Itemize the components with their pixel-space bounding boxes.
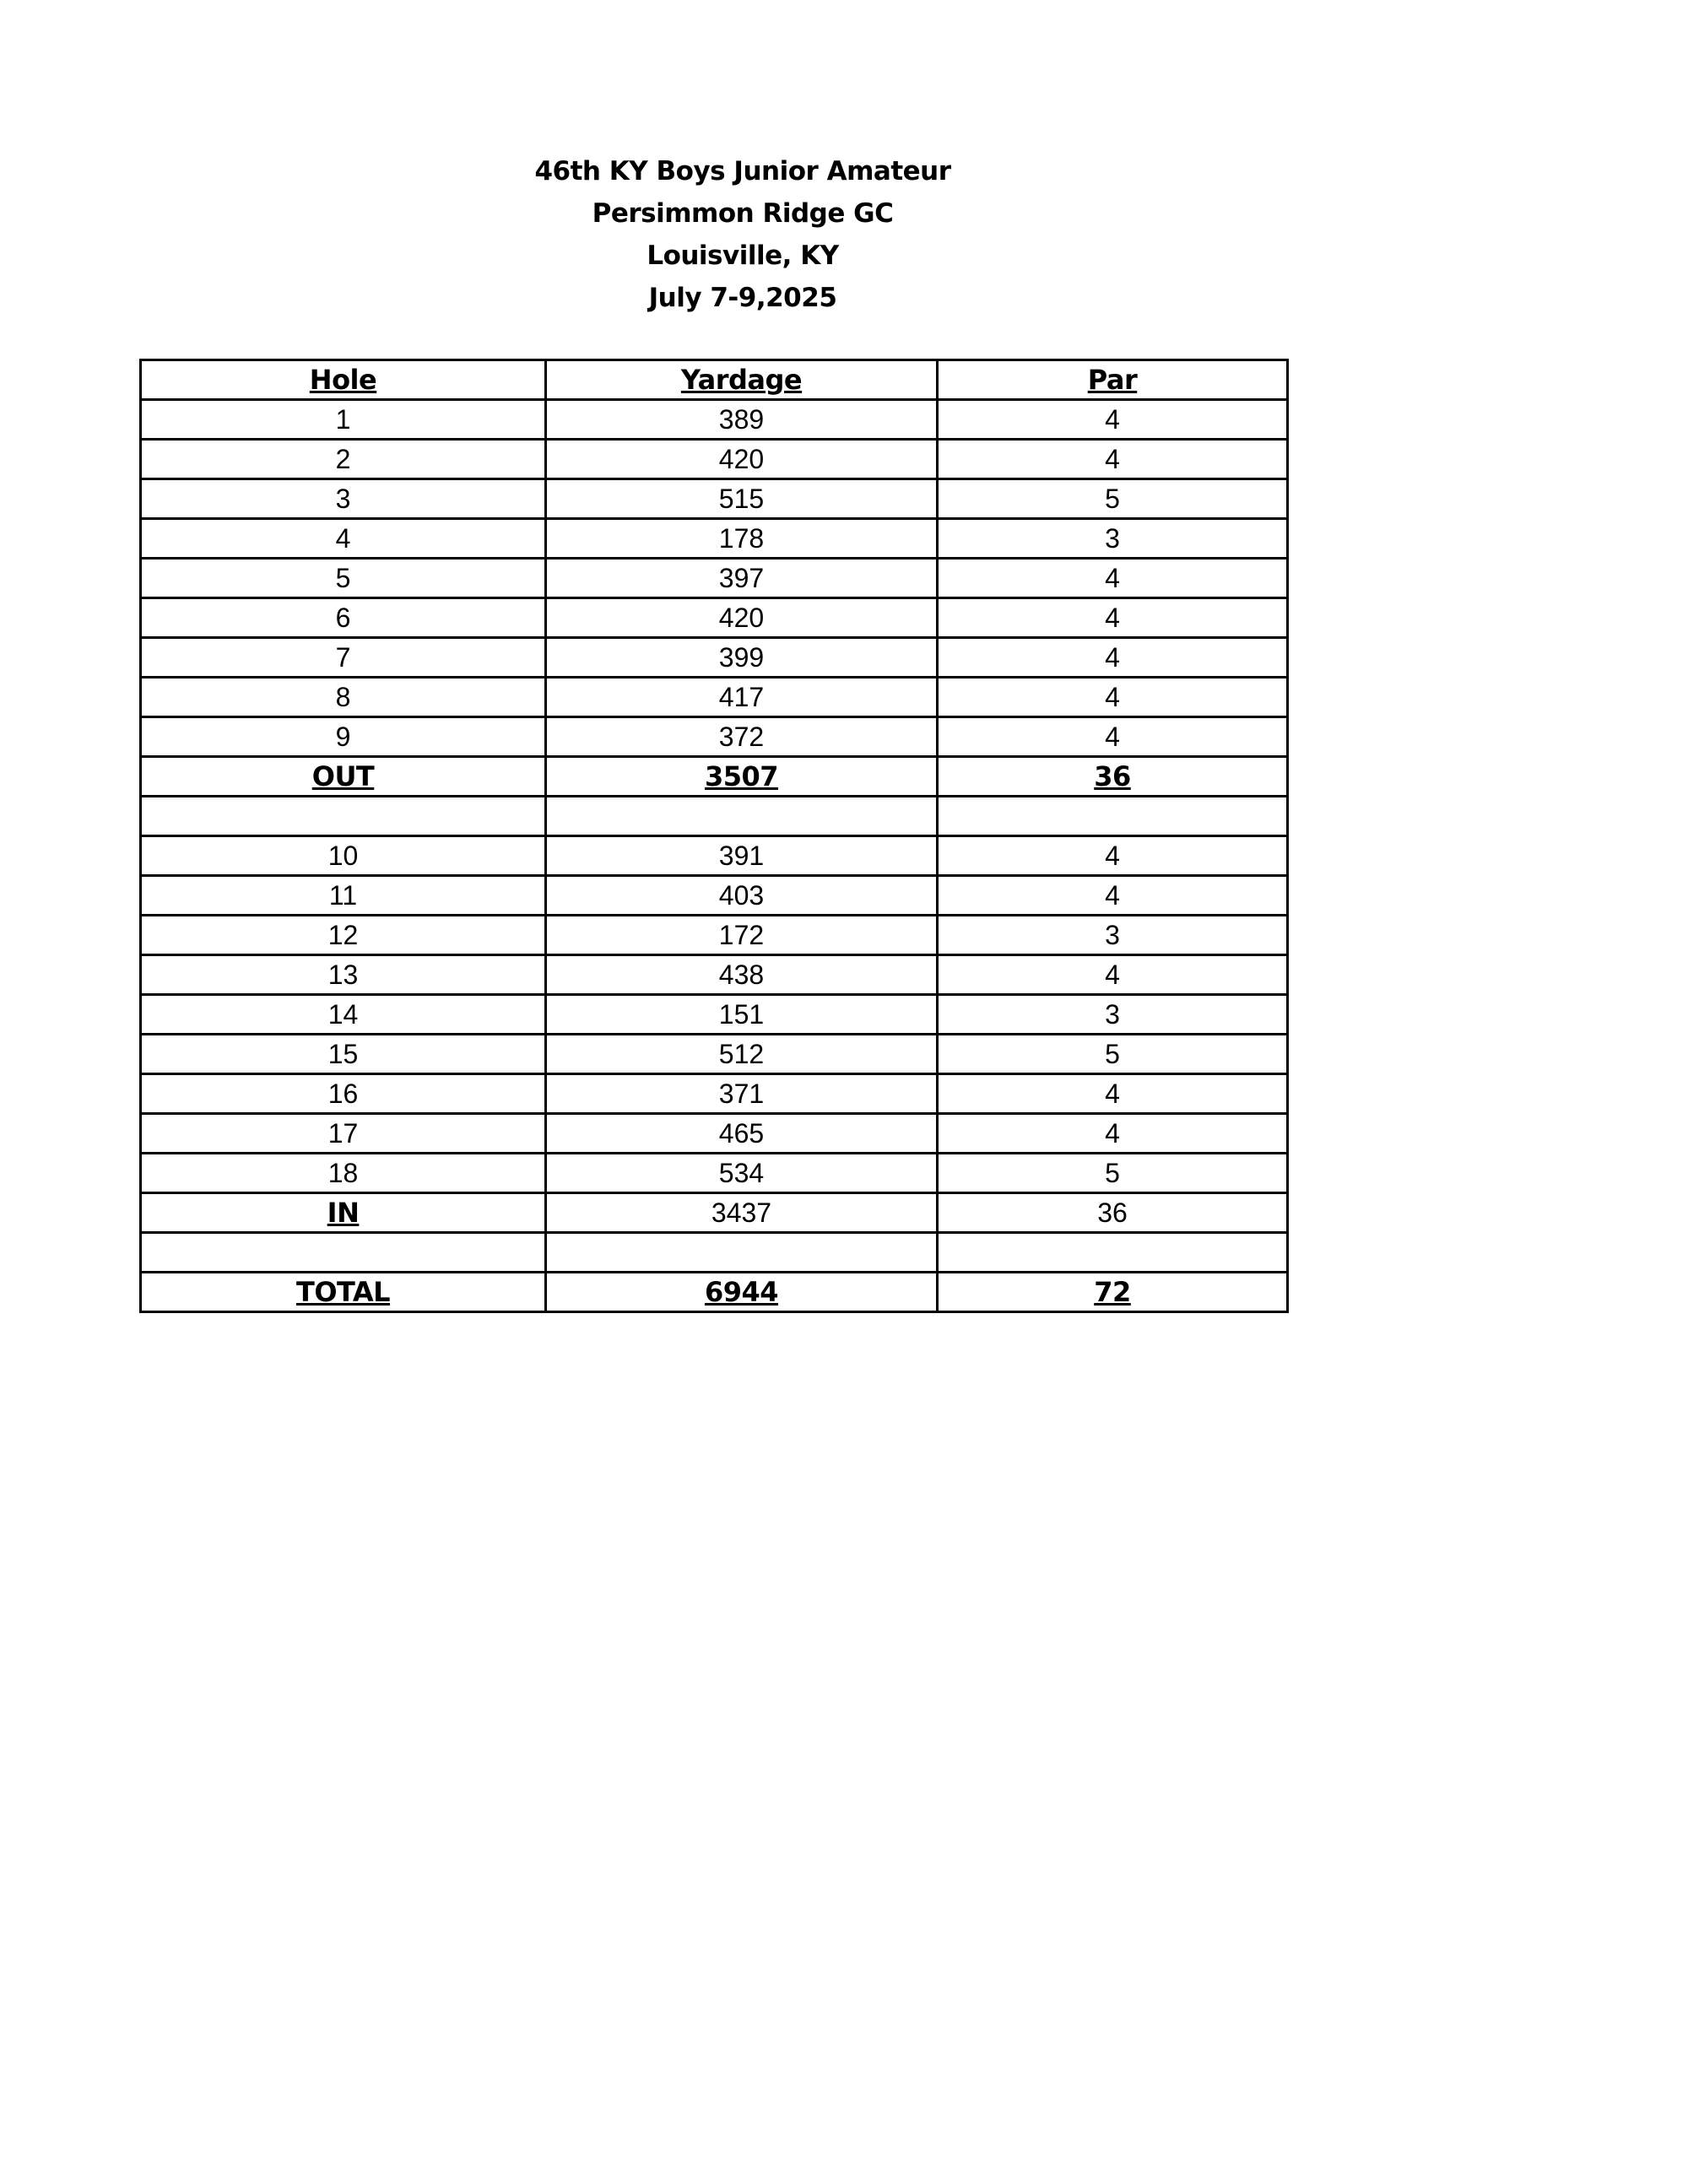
hole-cell: 3 (141, 479, 546, 519)
table-row (141, 1035, 1288, 1074)
in-label: IN (141, 1193, 546, 1233)
table-row (141, 1114, 1288, 1154)
empty-cell (938, 1233, 1288, 1273)
table-row (141, 519, 1288, 559)
yardage-cell: 420 (546, 440, 938, 479)
hole-cell: 18 (141, 1154, 546, 1193)
hole-cell: 9 (141, 717, 546, 757)
document-title (422, 150, 1063, 319)
yardage-cell: 151 (546, 995, 938, 1035)
hole-cell: 5 (141, 559, 546, 598)
empty-cell (938, 797, 1288, 836)
empty-cell (141, 797, 546, 836)
table-row (141, 1154, 1288, 1193)
hole-cell: 7 (141, 638, 546, 678)
yardage-cell: 420 (546, 598, 938, 638)
yardage-cell: 465 (546, 1114, 938, 1154)
hole-cell: 1 (141, 400, 546, 440)
yardage-cell: 372 (546, 717, 938, 757)
par-cell: 4 (938, 717, 1288, 757)
hole-cell: 16 (141, 1074, 546, 1114)
par-cell: 4 (938, 400, 1288, 440)
out-par: 36 (938, 757, 1288, 797)
out-yardage: 3507 (546, 757, 938, 797)
table-row (141, 440, 1288, 479)
hole-cell: 10 (141, 836, 546, 876)
par-cell: 3 (938, 519, 1288, 559)
table-row (141, 836, 1288, 876)
yardage-cell: 178 (546, 519, 938, 559)
empty-cell (546, 1233, 938, 1273)
par-cell: 4 (938, 598, 1288, 638)
yardage-cell: 512 (546, 1035, 938, 1074)
yardage-cell: 417 (546, 678, 938, 717)
yardage-cell: 399 (546, 638, 938, 678)
total-label: TOTAL (141, 1273, 546, 1312)
par-cell: 5 (938, 479, 1288, 519)
hole-cell: 8 (141, 678, 546, 717)
header-yardage: Yardage (546, 360, 938, 400)
yardage-cell: 403 (546, 876, 938, 916)
yardage-table (139, 359, 1289, 1313)
table-row (141, 955, 1288, 995)
table-row (141, 559, 1288, 598)
yardage-cell: 371 (546, 1074, 938, 1114)
hole-cell: 2 (141, 440, 546, 479)
total-yardage: 6944 (546, 1273, 938, 1312)
par-cell: 5 (938, 1154, 1288, 1193)
par-cell: 4 (938, 678, 1288, 717)
table-row (141, 678, 1288, 717)
hole-cell: 6 (141, 598, 546, 638)
par-cell: 4 (938, 638, 1288, 678)
table-row (141, 400, 1288, 440)
hole-cell: 14 (141, 995, 546, 1035)
table-row (141, 479, 1288, 519)
yardage-cell: 172 (546, 916, 938, 955)
table-header-row (141, 360, 1288, 400)
yardage-cell: 391 (546, 836, 938, 876)
event-dates: July 7-9,2025 (648, 283, 837, 313)
hole-cell: 17 (141, 1114, 546, 1154)
in-yardage: 3437 (546, 1193, 938, 1233)
in-par: 36 (938, 1193, 1288, 1233)
yardage-cell: 389 (546, 400, 938, 440)
spacer-row (141, 1233, 1288, 1273)
yardage-cell: 515 (546, 479, 938, 519)
total-par: 72 (938, 1273, 1288, 1312)
table-row (141, 717, 1288, 757)
in-total-row (141, 1193, 1288, 1233)
yardage-cell: 534 (546, 1154, 938, 1193)
grand-total-row (141, 1273, 1288, 1312)
table-row (141, 876, 1288, 916)
par-cell: 3 (938, 916, 1288, 955)
table-row (141, 916, 1288, 955)
par-cell: 5 (938, 1035, 1288, 1074)
par-cell: 4 (938, 559, 1288, 598)
location: Louisville, KY (647, 241, 839, 271)
table-row (141, 598, 1288, 638)
hole-cell: 11 (141, 876, 546, 916)
header-par: Par (938, 360, 1288, 400)
hole-cell: 13 (141, 955, 546, 995)
par-cell: 4 (938, 876, 1288, 916)
out-label: OUT (141, 757, 546, 797)
par-cell: 4 (938, 1074, 1288, 1114)
par-cell: 4 (938, 955, 1288, 995)
yardage-cell: 438 (546, 955, 938, 995)
table-row (141, 638, 1288, 678)
yardage-cell: 397 (546, 559, 938, 598)
hole-cell: 12 (141, 916, 546, 955)
spacer-row (141, 797, 1288, 836)
tournament-name: 46th KY Boys Junior Amateur (534, 156, 951, 187)
table-row (141, 1074, 1288, 1114)
par-cell: 4 (938, 1114, 1288, 1154)
table-row (141, 995, 1288, 1035)
course-name: Persimmon Ridge GC (592, 198, 894, 229)
par-cell: 4 (938, 836, 1288, 876)
empty-cell (546, 797, 938, 836)
empty-cell (141, 1233, 546, 1273)
par-cell: 4 (938, 440, 1288, 479)
hole-cell: 15 (141, 1035, 546, 1074)
par-cell: 3 (938, 995, 1288, 1035)
header-hole: Hole (141, 360, 546, 400)
hole-cell: 4 (141, 519, 546, 559)
out-total-row (141, 757, 1288, 797)
